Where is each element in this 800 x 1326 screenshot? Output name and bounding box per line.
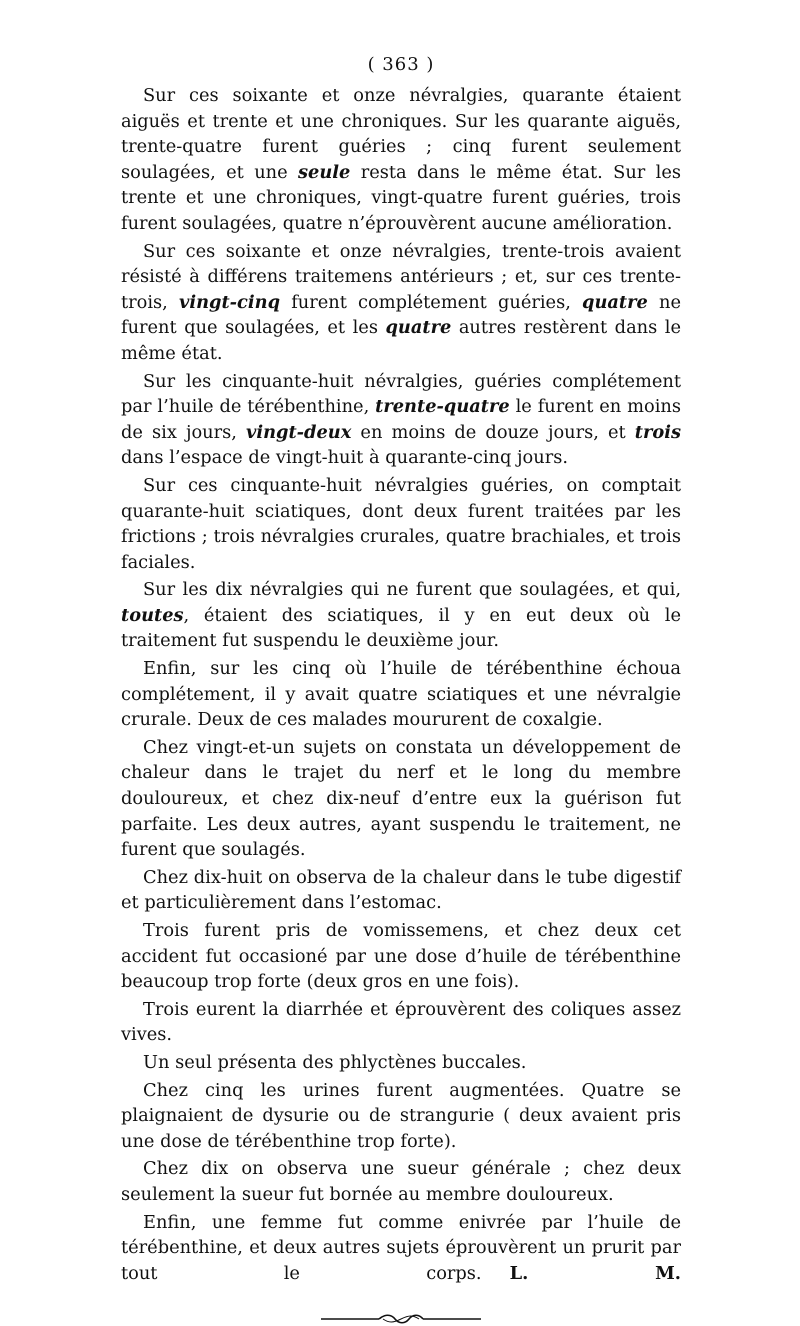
paragraph-6: Enfin, sur les cinq où l’huile de térébenthine échoua complétement, il y avait quatre sciatiques et une névralgie crurale. Deux de ces malades moururent de coxalgie.	[121, 658, 681, 731]
body-text	[121, 83, 681, 1286]
text-run: en moins de douze jours, et	[351, 421, 635, 443]
paragraph-3	[121, 369, 681, 471]
paragraph-1	[121, 83, 681, 237]
paragraph-8: Chez dix-huit on observa de la chaleur dans le tube digestif et particulièrement dans l’estomac.	[121, 866, 681, 914]
page-number: ( 363 )	[367, 54, 435, 75]
emphasis: vingt-cinq	[179, 291, 280, 313]
text-run: le furent en moins de six jours,	[121, 396, 681, 443]
author-signature: L. M.	[509, 1262, 681, 1284]
text-run: furent complétement guéries,	[280, 291, 583, 313]
text-run: ne furent que soulagées, et les	[121, 291, 681, 339]
text-run: autres restèrent dans le même état.	[121, 317, 681, 364]
text-run: , étaient des sciatiques, il y en eut deux où le traitement fut suspendu le deuxième jour.	[121, 604, 681, 652]
text-run: Enfin, une femme fut comme enivrée par l’huile de térébenthine, et deux autres sujets éprouvèrent un prurit par tout le corps.	[121, 1211, 681, 1284]
emphasis: trente-quatre	[375, 396, 510, 418]
text-run: Sur les dix névralgies qui ne furent que soulagées, et qui,	[143, 579, 681, 601]
paragraph-4: Sur ces cinquante-huit névralgies guéries, on comptait quarante-huit sciatiques, dont deux furent traitées par les frictions ; trois névralgies crurales, quatre brachiales, et trois faciales.	[121, 474, 681, 573]
paragraph-11: Un seul présenta des phlyctènes buccales.	[143, 1051, 527, 1073]
emphasis: seule	[298, 161, 351, 183]
paragraph-12: Chez cinq les urines furent augmentées. Quatre se plaignaient de dysurie ou de strangurie ( deux avaient pris une dose de térébenthine trop forte).	[121, 1079, 681, 1152]
paragraph-7: Chez vingt-et-un sujets on constata un développement de chaleur dans le trajet du nerf et le long du membre douloureux, et chez dix-neuf d’entre eux la guérison fut parfaite. Les deux autres, ayant suspendu le traitement, ne furent que soulagés.	[121, 736, 681, 861]
text-run: resta dans le même état. Sur les trente et une chroniques, vingt-quatre furent guéries, trois furent soulagées, quatre n’éprouvèrent aucune amélioration.	[121, 161, 681, 234]
text-run: Sur les cinquante-huit névralgies, guéries complétement par l’huile de térébenthine,	[121, 370, 681, 418]
emphasis: vingt-deux	[246, 421, 352, 443]
text-run: Sur ces soixante et onze névralgies, trente-trois avaient résisté à différens traitemens antérieurs ; et, sur ces trente-trois,	[121, 240, 681, 313]
text-run: Sur ces soixante et onze névralgies, quarante étaient aiguës et trente et une chroniques. Sur les quarante aiguës, trente-quatre furent guéries ; cinq furent seulement soulagées, et une	[121, 85, 681, 183]
emphasis: quatre	[385, 317, 452, 339]
text-run: dans l’espace de vingt-huit à quarante-cinq jours.	[121, 447, 568, 469]
paragraph-13: Chez dix on observa une sueur générale ; chez deux seulement la sueur fut bornée au membre douloureux.	[121, 1158, 681, 1205]
document-page	[121, 54, 681, 1326]
emphasis: toutes	[121, 604, 184, 626]
end-ornament	[321, 1312, 481, 1326]
paragraph-9: Trois furent pris de vomissemens, et chez deux cet accident fut occasioné par une dose d’huile de térébenthine beaucoup trop forte (deux gros en une fois).	[121, 920, 681, 993]
paragraph-5	[121, 577, 681, 654]
paragraph-14	[121, 1210, 681, 1287]
paragraph-10: Trois eurent la diarrhée et éprouvèrent des coliques assez vives.	[121, 998, 681, 1046]
emphasis: quatre	[582, 291, 648, 313]
paragraph-2	[121, 239, 681, 367]
emphasis: trois	[634, 421, 681, 443]
